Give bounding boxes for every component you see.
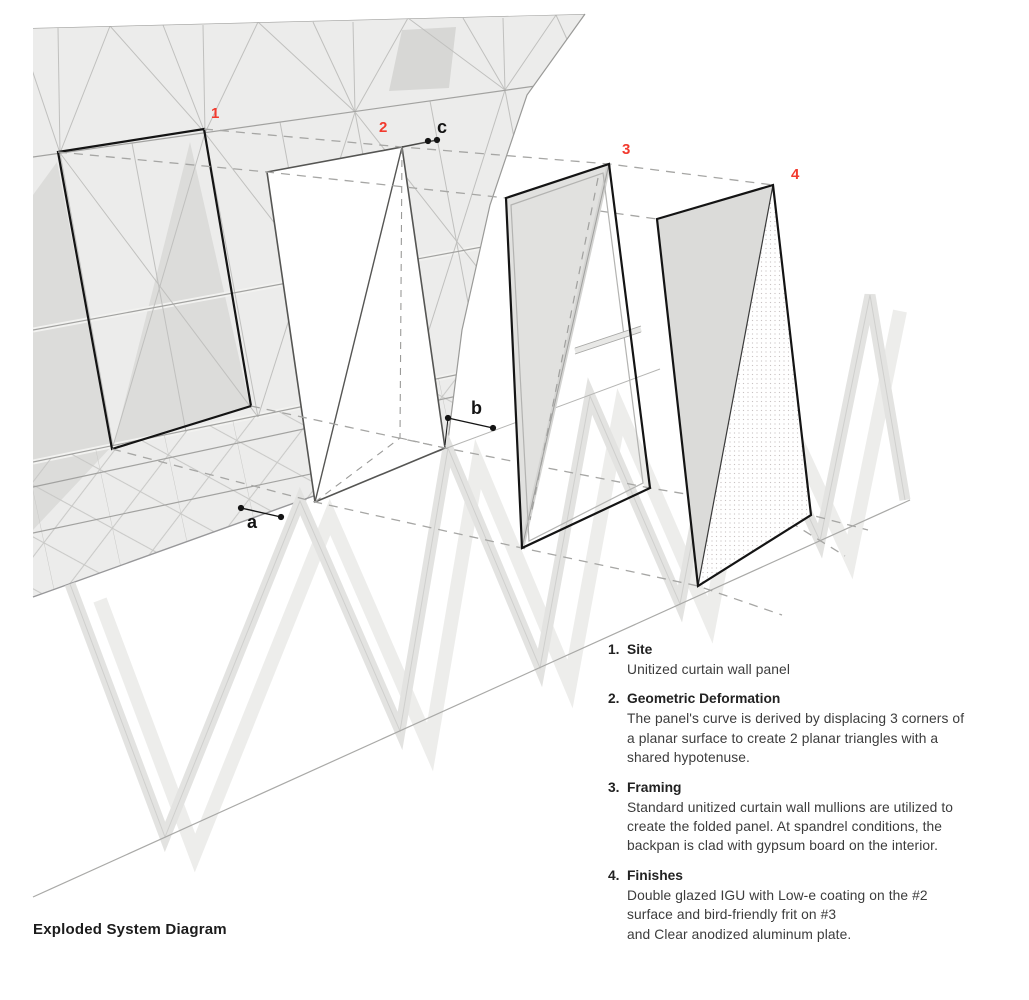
panel-4-finishes xyxy=(657,185,811,586)
note-number: 4. xyxy=(608,867,620,883)
diagram-title: Exploded System Diagram xyxy=(33,921,227,938)
step-number-1: 1 xyxy=(211,105,220,122)
note-number: 1. xyxy=(608,642,620,657)
note-heading: Finishes xyxy=(627,867,683,883)
point-label-a: a xyxy=(247,512,258,532)
point-label-c: c xyxy=(437,117,448,137)
note-heading: Framing xyxy=(627,779,682,795)
note-number: 3. xyxy=(608,779,620,795)
note-body: Unitized curtain wall panel xyxy=(627,662,790,677)
note-body: Double glazed IGU with Low-e coating on the #2 surface and bird-friendly frit on #3 and Clear anodized aluminum plate. xyxy=(627,887,928,942)
note-item-site xyxy=(608,640,1008,679)
note-item-geometric-deformation xyxy=(608,689,1008,767)
note-item-framing xyxy=(608,778,1008,856)
point-label-b: b xyxy=(471,398,482,418)
note-number: 2. xyxy=(608,691,620,707)
marker-b xyxy=(445,415,496,445)
notes-list xyxy=(608,640,1008,954)
note-item-finishes xyxy=(608,866,1008,944)
note-body: Standard unitized curtain wall mullions are utilized to create the folded panel. At spandrel conditions, the backpan is clad with gypsum board on the interior. xyxy=(627,799,954,854)
note-body: The panel's curve is derived by displacing 3 corners of a planar surface to create 2 planar triangles with a shared hypotenuse. xyxy=(627,711,965,766)
note-heading: Geometric Deformation xyxy=(627,691,781,707)
note-heading: Site xyxy=(627,642,653,657)
step-number-4: 4 xyxy=(791,166,800,183)
step-number-3: 3 xyxy=(622,141,631,158)
step-number-2: 2 xyxy=(379,119,388,136)
